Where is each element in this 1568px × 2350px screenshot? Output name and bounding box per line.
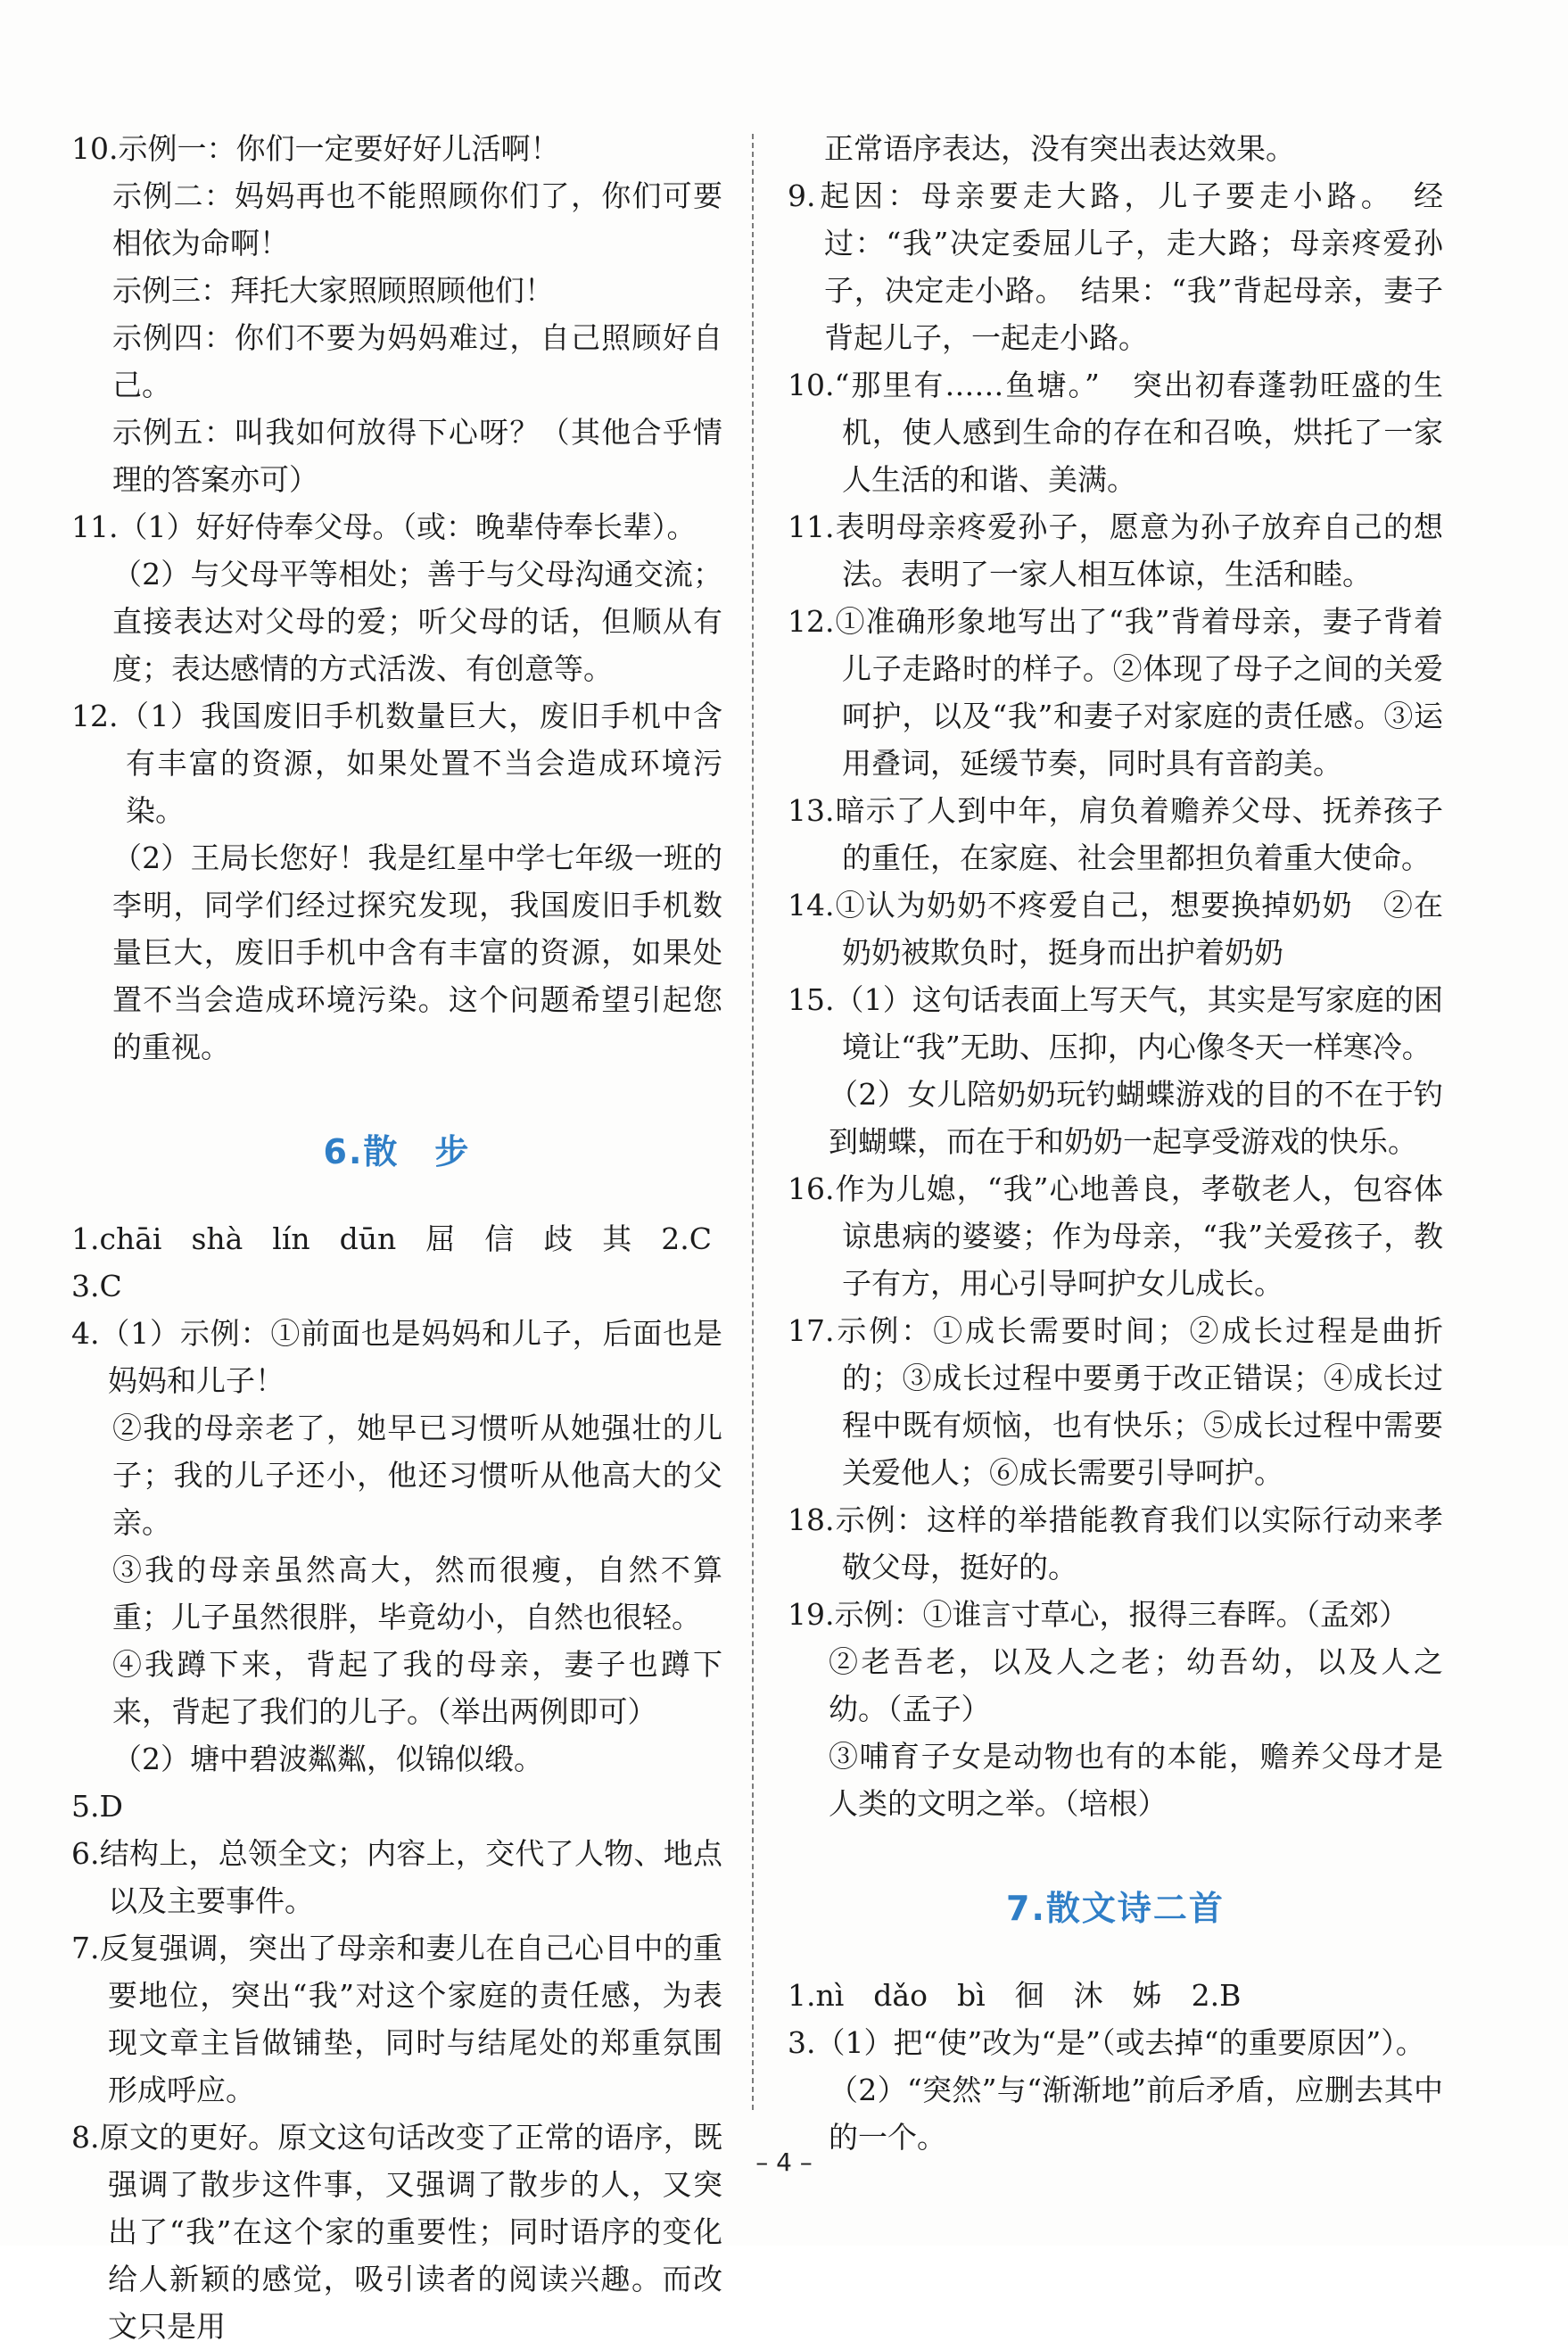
section-6-answer-11: 11.表明母亲疼爱孙子，愿意为孙子放弃自己的想法。表明了一家人相互体谅，生活和睦。	[788, 509, 1443, 592]
section-6-answer-12: 12.①准确形象地写出了“我”背着母亲，妻子背着儿子走路时的样子。②体现了母子之间的关爱呵护，以及“我”和妻子对家庭的责任感。③运用叠词，延缓节奏，同时具有音韵美。	[788, 604, 1443, 781]
answer-10-example-5: 示例五：叫我如何放得下心呀？（其他合乎情理的答案亦可）	[112, 415, 722, 497]
section-6-answer-10: 10.“那里有……鱼塘。” 突出初春蓬勃旺盛的生机，使人感到生命的存在和召唤，烘托了一家人生活的和谐、美满。	[788, 368, 1443, 497]
answer-10-example-4: 示例四：你们不要为妈妈难过，自己照顾好自己。	[112, 320, 722, 402]
section-6-answer-8-continued: 正常语序表达，没有突出表达效果。	[824, 131, 1295, 166]
section-6-answer-18: 18.示例：这样的举措能教育我们以实际行动来孝敬父母，挺好的。	[788, 1502, 1443, 1585]
section-7-answer-3: 3.（1）把“使”改为“是”（或去掉“的重要原因”）。	[788, 2025, 1425, 2060]
section-6-answer-16: 16.作为儿媳，“我”心地善良，孝敬老人，包容体谅患病的婆婆；作为母亲，“我”关爱孩子，教子有方，用心引导呵护女儿成长。	[788, 1171, 1443, 1301]
answer-11-part-2: （2）与父母平等相处；善于与父母沟通交流；直接表达对父母的爱；听父母的话，但顺从有度；表达感情的方式活泼、有创意等。	[112, 557, 722, 686]
section-6-answer-15-part-2: （2）女儿陪奶奶玩钓蝴蝶游戏的目的不在于钓到蝴蝶，而在于和奶奶一起享受游戏的快乐。	[829, 1077, 1443, 1159]
section-6-answer-8: 8.原文的更好。原文这句话改变了正常的语序，既强调了散步这件事，又强调了散步的人，又突出了“我”在这个家的重要性；同时语序的变化给人新颖的感觉，吸引读者的阅读兴趣。而改文只是用	[71, 2120, 722, 2344]
answer-10-example-3: 示例三：拜托大家照顾照顾他们！	[112, 273, 554, 308]
section-6-answer-9: 9.起因：母亲要走大路，儿子要走小路。 经过：“我”决定委屈儿子，走大路；母亲疼爱孙子，决定走小路。 结果：“我”背起母亲，妻子背起儿子，一起走小路。	[788, 178, 1443, 355]
answer-12: 12.（1）我国废旧手机数量巨大，废旧手机中含有丰富的资源，如果处置不当会造成环境污染。	[71, 699, 722, 828]
section-6-answer-17: 17.示例：①成长需要时间；②成长过程是曲折的；③成长过程中要勇于改正错误；④成长过程中既有烦恼，也有快乐；⑤成长过程中需要关爱他人；⑥成长需要引导呵护。	[788, 1313, 1443, 1490]
section-6-title: 6.散 步	[323, 1132, 471, 1171]
section-6-answer-14: 14.①认为奶奶不疼爱自己，想要换掉奶奶 ②在奶奶被欺负时，挺身而出护着奶奶	[788, 888, 1443, 970]
section-6-answer-4-example-4: ④我蹲下来，背起了我的母亲，妻子也蹲下来，背起了我们的儿子。（举出两例即可）	[112, 1647, 722, 1729]
section-6-answer-15: 15.（1）这句话表面上写天气，其实是写家庭的困境让“我”无助、压抑，内心像冬天一样寒冷。	[788, 982, 1443, 1064]
section-7-title: 7.散文诗二首	[1006, 1889, 1225, 1928]
section-6-answer-13: 13.暗示了人到中年，肩负着赡养父母、抚养孩子的重任，在家庭、社会里都担负着重大使命。	[788, 793, 1443, 875]
section-6-answer-4-example-2: ②我的母亲老了，她早已习惯听从她强壮的儿子；我的儿子还小，他还习惯听从他高大的父亲。	[112, 1411, 722, 1540]
right-column	[788, 125, 1443, 2161]
section-6-answer-19: 19.示例：①谁言寸草心，报得三春晖。（孟郊）	[788, 1597, 1408, 1632]
section-6-answer-19-example-2: ②老吾老，以及人之老；幼吾幼，以及人之幼。（孟子）	[829, 1644, 1443, 1726]
section-6-answer-4-part-2: （2）塘中碧波粼粼，似锦似缎。	[112, 1742, 543, 1776]
answer-10-example-2: 示例二：妈妈再也不能照顾你们了，你们可要相依为命啊！	[112, 178, 722, 261]
section-6-answer-1: 1.chāi shà lín dūn 屈 信 歧 其 2.C	[71, 1221, 713, 1256]
section-6-answer-7: 7.反复强调，突出了母亲和妻儿在自己心目中的重要地位，突出“我”对这个家庭的责任感，为表现文章主旨做铺垫，同时与结尾处的郑重氛围形成呼应。	[71, 1931, 722, 2107]
section-6-answer-6: 6.结构上，总领全文；内容上，交代了人物、地点以及主要事件。	[71, 1836, 722, 1918]
answer-11: 11.（1）好好侍奉父母。（或：晚辈侍奉长辈）。	[71, 509, 697, 544]
column-divider	[752, 134, 754, 2110]
section-7-answer-1: 1.nì dǎo bì 徊 沐 姊 2.B	[788, 1978, 1242, 2013]
answer-12-part-2: （2）王局长您好！我是红星中学七年级一班的李明，同学们经过探究发现，我国废旧手机数量巨大，废旧手机中含有丰富的资源，如果处置不当会造成环境污染。这个问题希望引起您的重视。	[112, 840, 722, 1064]
section-6-answer-4: 4.（1）示例：①前面也是妈妈和儿子，后面也是妈妈和儿子！	[71, 1316, 722, 1398]
section-6-answer-4-example-3: ③我的母亲虽然高大，然而很瘦，自然不算重；儿子虽然很胖，毕竟幼小，自然也很轻。	[112, 1552, 722, 1634]
left-column	[71, 125, 722, 2350]
section-6-answer-3: 3.C	[71, 1269, 122, 1303]
page-number: – 4 –	[755, 2147, 813, 2177]
section-6-answer-5: 5.D	[71, 1789, 123, 1824]
answer-10: 10.示例一：你们一定要好好儿活啊！	[71, 131, 560, 166]
section-7-answer-3-part-2: （2）“突然”与“渐渐地”前后矛盾，应删去其中的一个。	[829, 2073, 1443, 2155]
section-6-answer-19-example-3: ③哺育子女是动物也有的本能，赡养父母才是人类的文明之举。（培根）	[829, 1739, 1443, 1821]
